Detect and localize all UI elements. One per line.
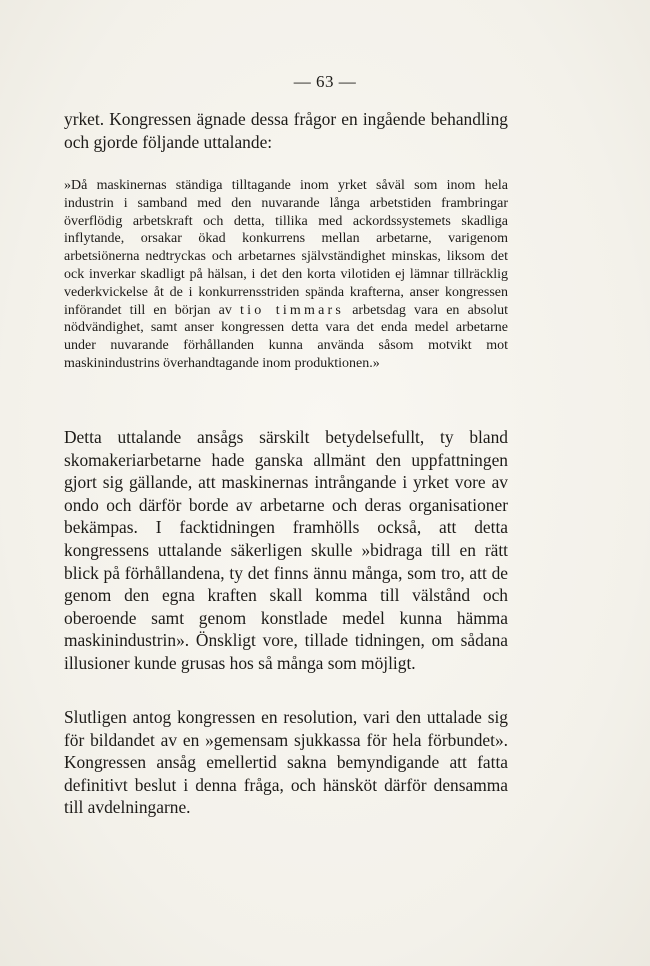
quote-spaced-emphasis: tio timmars: [240, 302, 345, 318]
body-paragraph-2: Detta uttalande ansågs särskilt betydelsefullt, ty bland skomakeriarbetarne hade ganska allmänt den uppfattningen gjort sig gällande, att maskinernas intrångande i yrket vore av ondo och därför borde av arbetarne och deras organisationer bekämpas. I facktidningen framhölls också, att detta kongressens uttalande säkerligen skulle »bidraga till en rätt blick på förhållandena, ty det finns ännu många, som tro, att de genom den egna kraften skall komma till välstånd och oberoende samt genom konstlade medel kunna hämma maskinindustrin». Önskligt vore, tillade tidningen, om sådana illusioner kunde grusas hos så många som möjligt.: [64, 427, 508, 673]
quoted-resolution: [64, 177, 508, 373]
body-paragraph-3: Slutligen antog kongressen en resolution, vari den uttalade sig för bildandet av en »gemensam sjukkassa för hela förbundet». Kongressen ansåg emellertid sakna bemyndigande att fatta definitivt beslut i denna fråga, och hänsköt därför densamma till avdelningarne.: [64, 707, 508, 818]
quote-text-part2: arbetsdag vara en absolut nödvändighet, samt anser kongressen detta vara det enda medel arbetarne under nuvarande förhållanden kunna använda såsom motvikt mot maskinindustrins överhandtagande inom produktionen.»: [64, 302, 509, 371]
page-number: — 63 —: [293, 72, 357, 91]
lead-paragraph: yrket. Kongressen ägnade dessa frågor en ingående behandling och gjorde följande uttalande:: [64, 109, 508, 152]
quote-text-part1: »Då maskinernas ständiga tilltagande inom yrket såväl som inom hela industrin i samband med den nuvarande långa arbetstiden frambringar överflödig arbetskraft och detta, tillika med ackordssystemets skadliga inflytande, orsakar ökad konkurrens mellan arbetarne, varigenom arbetsiönerna nedtryckas och arbetarnes självständighet minskas, liksom det ock inverkar skadligt på hälsan, i det den korta vilotiden ej lämnar tillräcklig vederkvickelse åt de i konkurrensstriden spända krafterna, anser kongressen införandet till en början av: [64, 178, 508, 318]
